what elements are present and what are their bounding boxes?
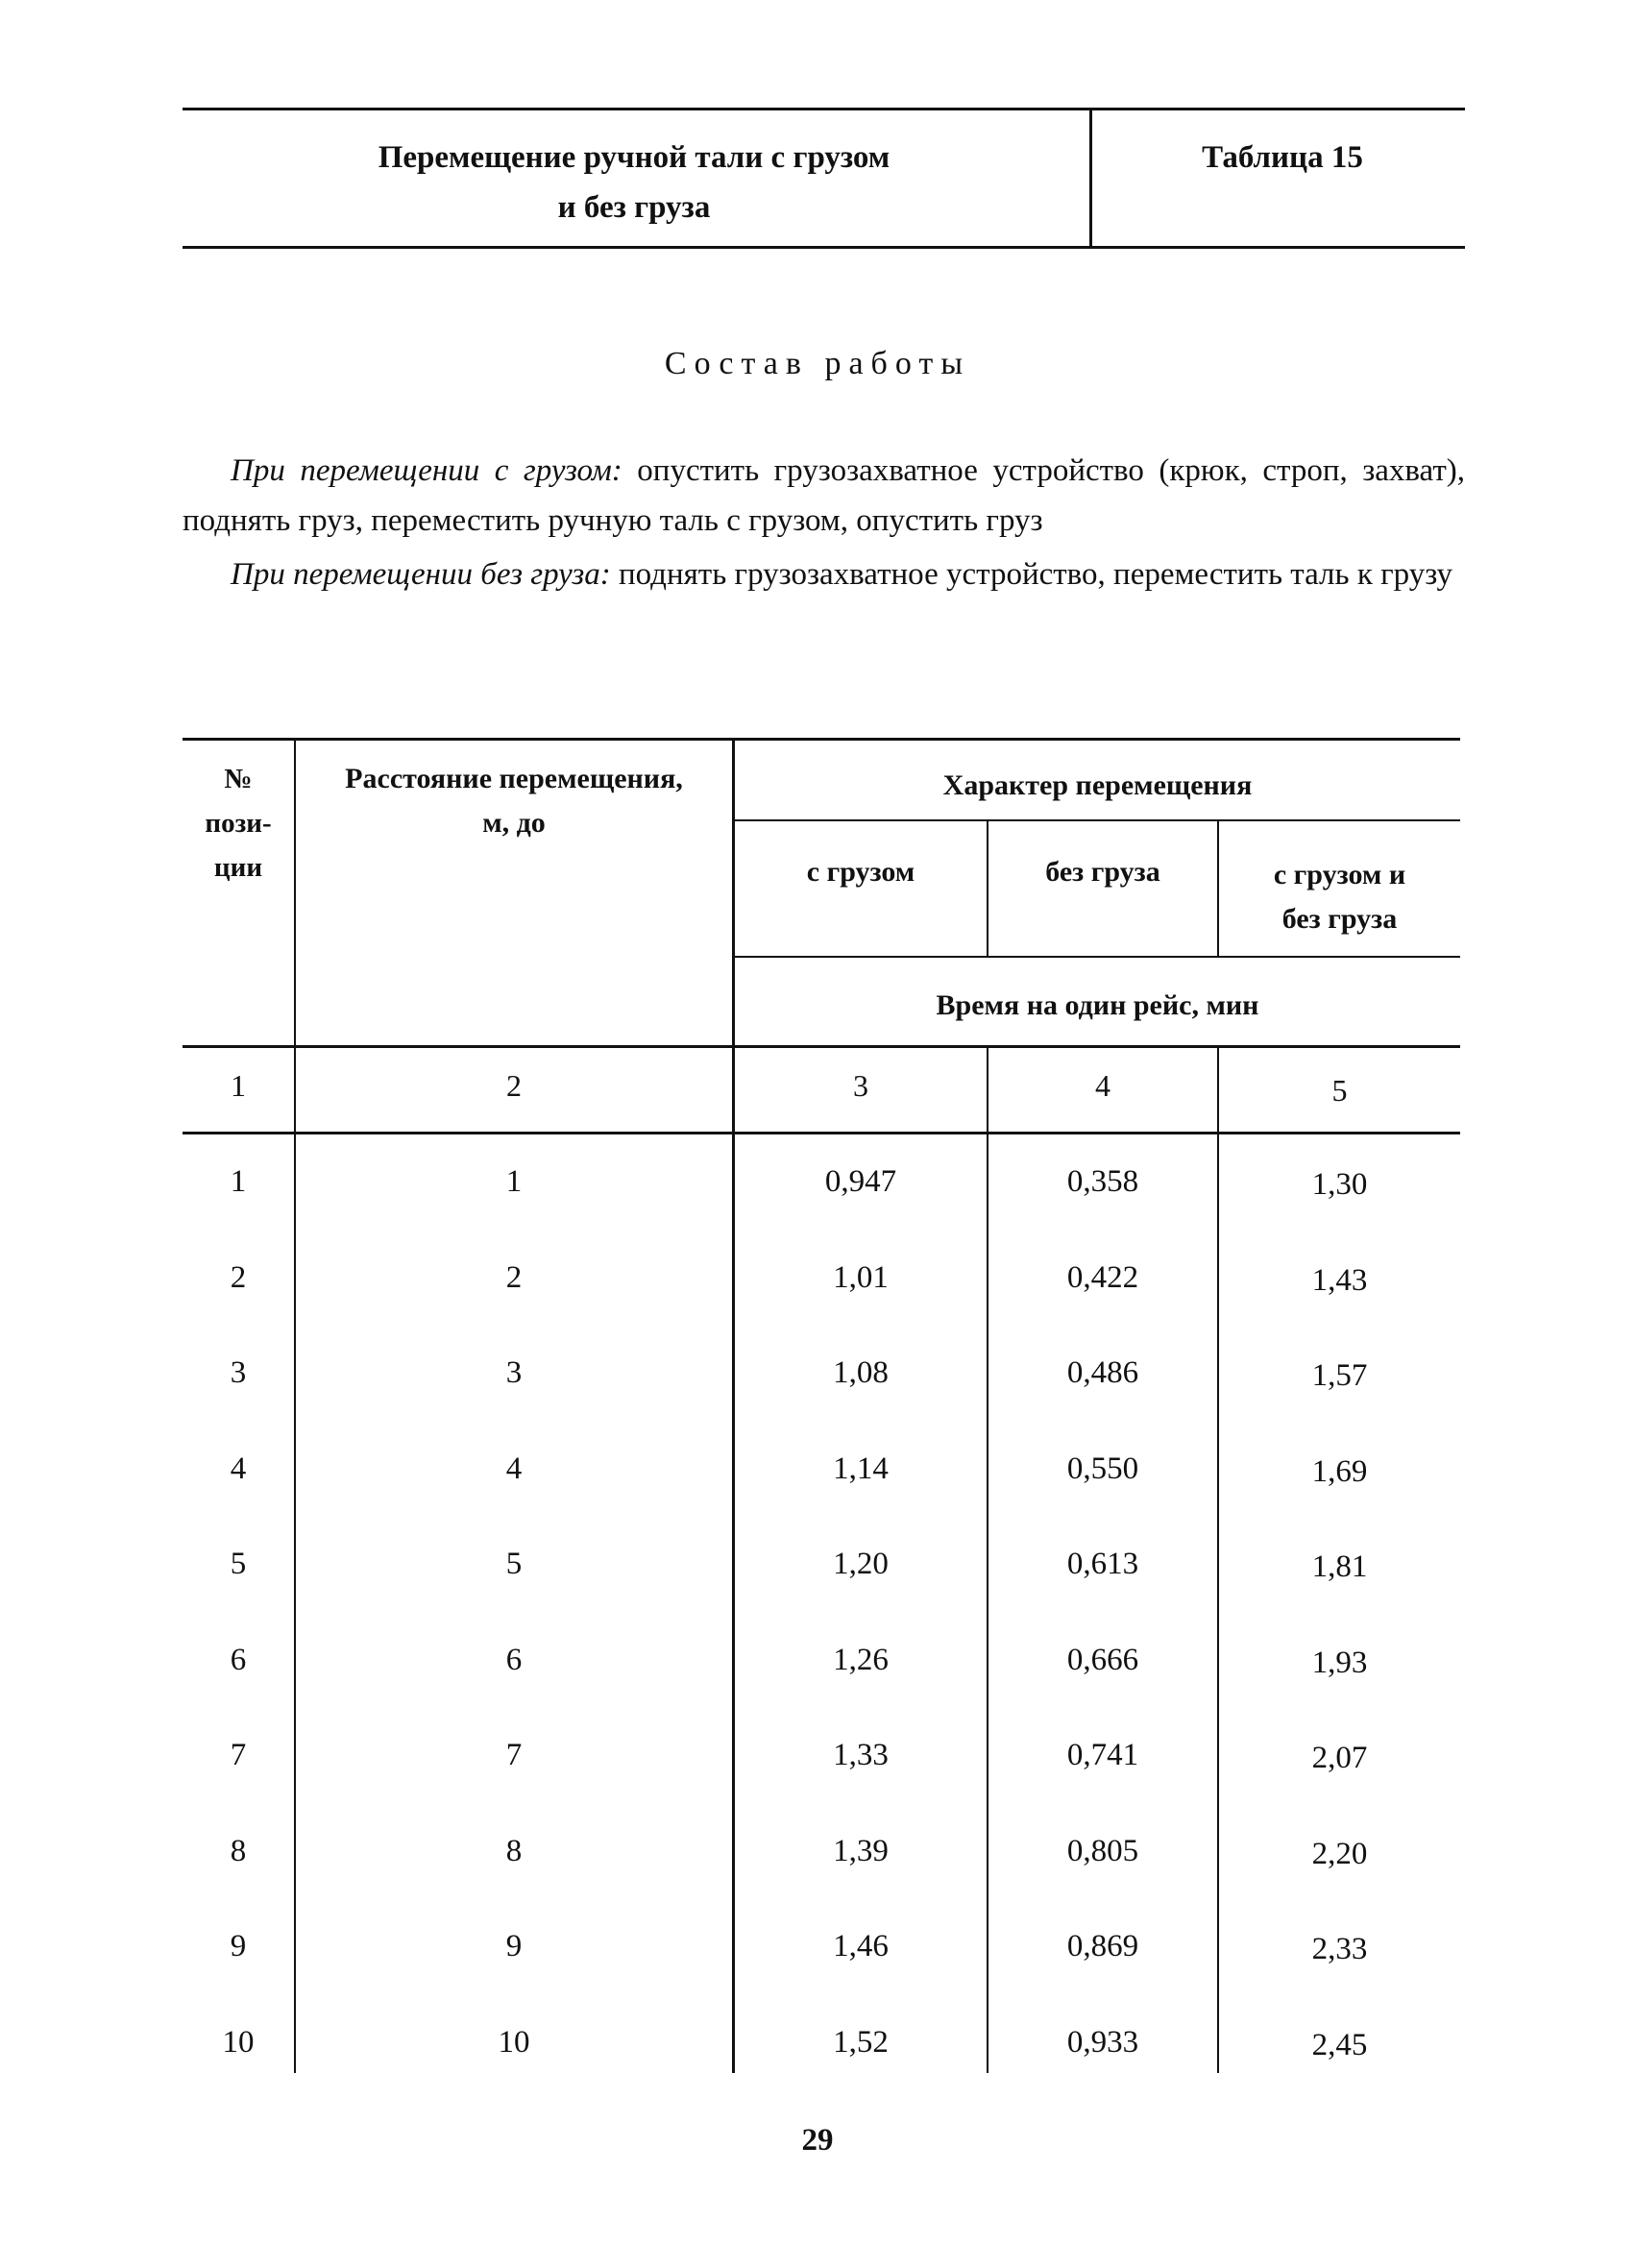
cell-distance: 3 bbox=[505, 1355, 523, 1390]
cell-position: 2 bbox=[230, 1259, 247, 1295]
colnum-under-rule bbox=[183, 1132, 1460, 1134]
cell-distance: 5 bbox=[505, 1547, 523, 1581]
col-both-header bbox=[1219, 853, 1460, 941]
cell-both: 1,30 bbox=[1311, 1167, 1368, 1202]
col-without-load-header: без груза bbox=[1045, 856, 1160, 888]
cell-distance: 2 bbox=[505, 1259, 523, 1295]
colnum-5: 5 bbox=[1331, 1073, 1348, 1108]
col-position-l3: ции bbox=[213, 852, 263, 883]
cell-without-load: 0,358 bbox=[1066, 1164, 1139, 1199]
paragraph-without-load-text: поднять грузозахватное устройство, переместить таль к грузу bbox=[610, 557, 1453, 592]
character-under-rule bbox=[732, 819, 1460, 821]
cell-with-load: 1,08 bbox=[833, 1355, 889, 1390]
cell-distance: 1 bbox=[505, 1164, 523, 1199]
cell-position: 7 bbox=[230, 1738, 247, 1772]
paragraph-without-load-lead: При перемещении без груза: bbox=[231, 557, 611, 592]
col-with-load-header: с грузом bbox=[806, 856, 915, 888]
cell-both: 1,81 bbox=[1311, 1549, 1368, 1584]
cell-distance: 8 bbox=[505, 1833, 523, 1868]
cell-position: 3 bbox=[230, 1355, 247, 1390]
paragraph-without-load bbox=[183, 549, 1465, 599]
subcols-under-rule bbox=[732, 956, 1460, 958]
cell-both: 1,93 bbox=[1311, 1645, 1368, 1680]
colnum-3: 3 bbox=[853, 1068, 868, 1103]
cell-with-load: 1,46 bbox=[833, 1929, 889, 1963]
cell-position: 10 bbox=[222, 2024, 255, 2060]
page-number: 29 bbox=[801, 2123, 834, 2158]
col-position-l1: № bbox=[224, 764, 253, 794]
cell-without-load: 0,486 bbox=[1066, 1355, 1139, 1390]
col-distance-header bbox=[296, 757, 732, 845]
cell-position: 6 bbox=[230, 1642, 247, 1677]
col-character-header: Характер перемещения bbox=[942, 769, 1253, 801]
header-divider bbox=[1089, 108, 1092, 249]
work-composition-title: Состав работы bbox=[664, 346, 971, 381]
cell-with-load: 1,20 bbox=[833, 1547, 889, 1581]
cell-without-load: 0,869 bbox=[1066, 1929, 1139, 1963]
cell-with-load: 1,39 bbox=[833, 1833, 889, 1868]
cell-both: 2,33 bbox=[1311, 1932, 1368, 1966]
time-per-trip-header: Время на один рейс, мин bbox=[936, 989, 1259, 1021]
colnum-2: 2 bbox=[506, 1068, 522, 1103]
colnum-4: 4 bbox=[1095, 1068, 1110, 1103]
cell-both: 1,69 bbox=[1311, 1453, 1368, 1489]
cell-without-load: 0,550 bbox=[1066, 1451, 1139, 1486]
vline-2 bbox=[732, 738, 735, 2073]
cell-position: 5 bbox=[230, 1547, 247, 1581]
cell-without-load: 0,666 bbox=[1066, 1642, 1139, 1677]
col-position-header bbox=[183, 757, 294, 890]
colnum-1: 1 bbox=[231, 1068, 246, 1103]
cell-position: 4 bbox=[230, 1451, 247, 1486]
paragraph-with-load-text: опустить грузозахватное устройство (крюк, строп, захват), поднять груз, переместить ручную таль с грузом, опустить груз bbox=[183, 453, 1466, 538]
cell-both: 1,43 bbox=[1311, 1262, 1368, 1298]
cell-position: 1 bbox=[230, 1164, 247, 1199]
cell-without-load: 0,613 bbox=[1066, 1547, 1139, 1581]
vline-1 bbox=[294, 738, 296, 2073]
cell-distance: 4 bbox=[505, 1451, 523, 1486]
header-bottom-table-rule bbox=[183, 1045, 1460, 1048]
cell-with-load: 1,01 bbox=[833, 1259, 889, 1295]
col-both-l2: без груза bbox=[1281, 903, 1398, 935]
cell-distance: 6 bbox=[505, 1642, 523, 1677]
header-top-rule bbox=[183, 108, 1465, 110]
cell-distance: 9 bbox=[505, 1929, 523, 1963]
cell-with-load: 0,947 bbox=[824, 1164, 897, 1199]
cell-distance: 10 bbox=[498, 2024, 530, 2060]
header-title-line1: Перемещение ручной тали с грузом bbox=[378, 140, 891, 175]
paragraph-with-load bbox=[183, 446, 1465, 546]
col-distance-l1: Расстояние перемещения, bbox=[345, 763, 683, 794]
cell-without-load: 0,422 bbox=[1066, 1259, 1139, 1295]
cell-with-load: 1,14 bbox=[833, 1451, 889, 1486]
col-distance-l2: м, до bbox=[482, 807, 546, 839]
cell-with-load: 1,52 bbox=[833, 2024, 889, 2060]
table-label: Таблица 15 bbox=[1202, 140, 1363, 175]
cell-both: 2,20 bbox=[1311, 1836, 1368, 1871]
cell-both: 2,45 bbox=[1311, 2027, 1368, 2062]
col-position-l2: пози- bbox=[205, 808, 272, 839]
cell-distance: 7 bbox=[505, 1738, 523, 1772]
cell-without-load: 0,805 bbox=[1066, 1833, 1139, 1868]
table-top-rule bbox=[183, 738, 1460, 741]
cell-both: 2,07 bbox=[1311, 1741, 1368, 1775]
cell-position: 8 bbox=[230, 1833, 247, 1868]
cell-without-load: 0,933 bbox=[1066, 2024, 1139, 2060]
cell-without-load: 0,741 bbox=[1066, 1738, 1139, 1772]
paragraph-with-load-lead: При перемещении с грузом: bbox=[231, 453, 622, 488]
header-title-line2: и без груза bbox=[557, 190, 711, 225]
cell-with-load: 1,33 bbox=[833, 1738, 889, 1772]
cell-position: 9 bbox=[230, 1929, 247, 1963]
cell-with-load: 1,26 bbox=[833, 1642, 889, 1677]
col-both-l1: с грузом и bbox=[1273, 859, 1406, 890]
cell-both: 1,57 bbox=[1311, 1358, 1368, 1393]
header-bottom-rule bbox=[183, 246, 1465, 249]
